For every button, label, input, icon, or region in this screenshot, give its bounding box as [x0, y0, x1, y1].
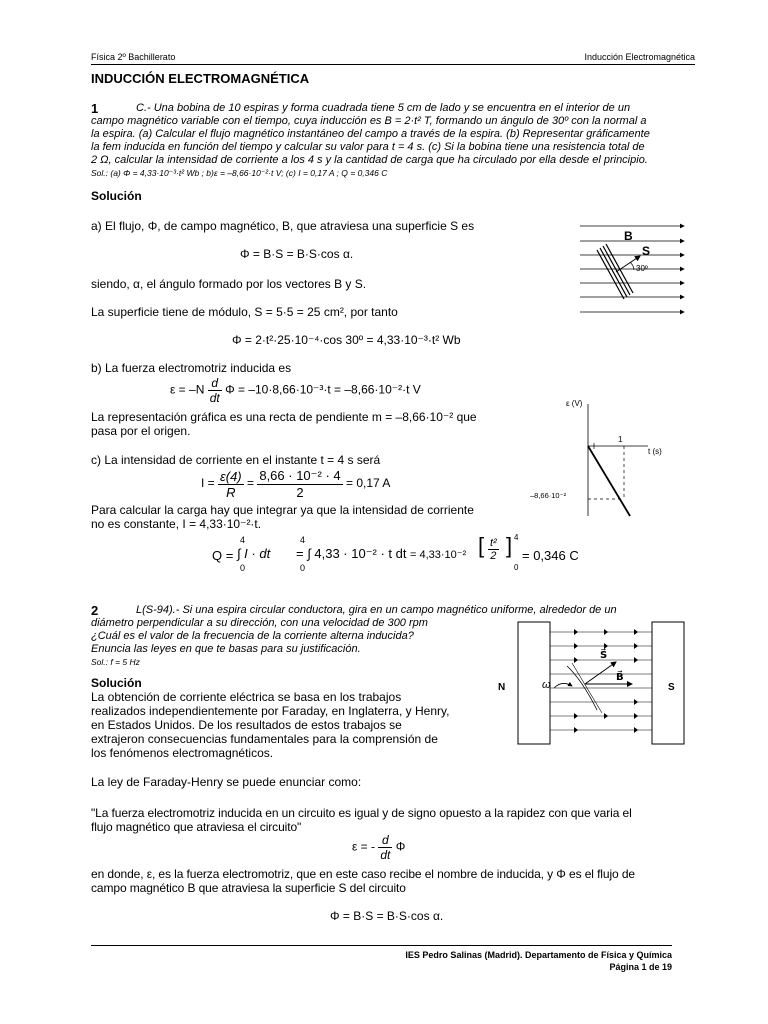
part-b-text: b) La fuerza electromotriz inducida es	[91, 361, 292, 375]
surface-label-S: S	[642, 244, 651, 258]
part-c-text: c) La intensidad de corriente en el instante t = 4 s será	[91, 453, 381, 467]
emf-eq-left: ε = –N	[170, 382, 205, 397]
problem-2-line-4: Enuncia las leyes en que te basas para su justificación.	[91, 643, 361, 655]
graph-tick-label: 1	[618, 435, 623, 444]
problem-1-line-4: la fem inducida en función del tiempo y calcular su valor para t = 4 s. (c) Si la bobina tiene una resistencia total de	[91, 141, 645, 153]
p2-text-3a: en donde, ε, es la fuerza electromotriz, que en este caso recibe el nombre de inducida, y Φ es el flujo de	[91, 867, 635, 881]
charge-eq-Q: Q =	[212, 548, 234, 563]
footer-page-number: Página 1 de 19	[609, 962, 672, 972]
problem-2-line-1: L(S-94).- Si una espira circular conductora, gira en un campo magnético uniforme, alrededor de un	[136, 604, 617, 616]
charge-eq-int2: = ∫ 4,33 · 10⁻² · t dt	[296, 546, 407, 561]
south-label: S	[668, 682, 675, 693]
problem-2-line-2: diámetro perpendicular a su dirección, con una velocidad de 300 rpm	[91, 617, 428, 629]
problem-1-line-2: campo magnético variable con el tiempo, cuya inducción es B = 2·t² T, formando un ángulo de 30º con la normal a	[91, 115, 647, 127]
p2-text-line-1: La obtención de corriente eléctrica se basa en los trabajos	[91, 690, 402, 704]
current-eq-den1: R	[226, 484, 236, 500]
problem-2-text-2: La ley de Faraday-Henry se puede enunciar como:	[91, 775, 362, 789]
graph-y-label: ε (V)	[566, 399, 583, 408]
header-right: Inducción Electromagnética	[584, 52, 695, 62]
problem-2-solution-heading: Solución	[91, 676, 142, 690]
problem-1-statement	[91, 102, 694, 167]
integral-lower-2: 0	[300, 563, 306, 573]
faraday-eq-num: d	[378, 833, 392, 848]
faraday-eq-den: dt	[380, 848, 391, 862]
header-left: Física 2º Bachillerato	[91, 52, 176, 62]
rotation-arrow-icon	[554, 683, 572, 688]
current-eq-num1: ε(4)	[220, 468, 242, 484]
integral-upper-2: 4	[300, 535, 306, 545]
charge-eq-result: = 0,346 C	[522, 548, 579, 563]
flux-equation: Φ = B·S = B·S·cos α.	[330, 909, 444, 923]
problem-1-line-1: C.- Una bobina de 10 espiras y forma cuadrada tiene 5 cm de lado y se encuentra en el interior de un	[136, 102, 631, 114]
current-eq-result: = 0,17 A	[345, 476, 391, 491]
t2-num: t²	[490, 537, 497, 549]
header-divider	[91, 64, 695, 65]
graph-x-label: t (s)	[648, 447, 662, 456]
t2-den: 2	[490, 550, 497, 562]
part-c-equation: I = $\frac{\varepsilon(4)}{R}$ = $\frac{\text{8,66 · 10⁻² · 4}}{2}$ = 0,17 A	[201, 468, 391, 500]
charge-equation	[212, 535, 582, 575]
field-label-B: B	[624, 229, 633, 243]
problem-1-solution-summary: Sol.: (a) Φ = 4,33·10⁻³·t² Wb ; b)ε = –8,66·10⁻²·t V; (c) I = 0,17 A ; Q = 0,346 C	[91, 168, 388, 178]
bracket-left: [	[478, 533, 485, 558]
part-a-equation: Φ = B·S = B·S·cos α.	[240, 247, 354, 261]
emf-time-graph	[530, 396, 670, 520]
part-b-text-2	[91, 410, 521, 438]
part-c-text-2a: Para calcular la carga hay que integrar ya que la intensidad de corriente	[91, 503, 474, 517]
north-label: N	[498, 682, 506, 693]
problem-1-solution-heading: Solución	[91, 189, 142, 203]
bracket-lower: 0	[514, 563, 519, 572]
part-a-text: a) El flujo, Φ, de campo magnético, B, que atraviesa una superficie S es	[91, 219, 475, 233]
footer-institution: IES Pedro Salinas (Madrid). Departamento de Física y Química	[405, 950, 672, 960]
coil-field-diagram	[572, 214, 690, 326]
emf-eq-right: Φ = –10·8,66·10⁻³·t = –8,66·10⁻²·t V	[225, 382, 421, 397]
problem-2-text-1	[91, 690, 484, 760]
part-a-text-2: siendo, α, el ángulo formado por los vectores B y S.	[91, 277, 367, 291]
quote-line-2: flujo magnético que atraviesa el circuito"	[91, 820, 302, 834]
part-b-equation	[170, 376, 421, 405]
emf-eq-num: d	[208, 376, 222, 391]
part-a-text-3: La superficie tiene de módulo, S = 5·5 = 25 cm², por tanto	[91, 305, 398, 319]
part-c-text-2	[91, 503, 521, 531]
page-title: INDUCCIÓN ELECTROMAGNÉTICA	[91, 71, 310, 86]
integral-lower-1: 0	[240, 563, 246, 573]
problem-1-line-3: la espira. (a) Calcular el flujo magnético instantáneo del campo a través de la espira. (b) Representar gráficamente	[91, 128, 650, 140]
current-eq-den2: 2	[296, 485, 304, 500]
faraday-equation	[352, 833, 405, 862]
faraday-eq-right: Φ	[395, 839, 406, 854]
charge-eq-int1: ∫ I · dt	[237, 546, 271, 561]
footer-divider	[91, 945, 672, 946]
emf-eq-den: dt	[209, 391, 220, 405]
part-c-text-2b: no es constante, I = 4,33·10⁻²·t.	[91, 517, 262, 531]
angle-label: 30º	[636, 264, 648, 273]
part-b-text-2a: La representación gráfica es una recta de pendiente m = –8,66·10⁻² que	[91, 410, 477, 424]
current-eq-num2: 8,66 · 10⁻² · 4	[259, 468, 341, 483]
s-vector-label: S⃗	[600, 650, 608, 661]
p2-text-line-5: los fenómenos electromagnéticos.	[91, 746, 274, 760]
current-eq-I: I =	[201, 476, 215, 491]
problem-1-line-5: 2 Ω, calcular la intensidad de corriente a los 4 s y la cantidad de carga que ha circulado por ella desde el principio.	[91, 154, 648, 166]
t2-fraction	[488, 537, 499, 562]
magnet-loop-diagram	[492, 618, 692, 748]
integral-upper-1: 4	[240, 535, 246, 545]
b-vector-label: B⃗	[616, 672, 624, 683]
charge-eq-mid: = 4,33·10⁻²	[410, 549, 467, 561]
bracket-upper: 4	[514, 533, 519, 542]
part-b-text-2b: pasa por el origen.	[91, 424, 191, 438]
p2-text-3b: campo magnético B que atraviesa la superficie S del circuito	[91, 881, 406, 895]
p2-text-line-3: en Estados Unidos. De los resultados de estos trabajos se	[91, 718, 402, 732]
graph-y-value: –8,66·10⁻²	[530, 491, 567, 500]
problem-2-number: 2	[91, 603, 99, 618]
faraday-eq-left: ε = -	[352, 839, 376, 854]
p2-text-line-4: extrajeron consecuencias fundamentales para la comprensión de	[91, 732, 438, 746]
coil-icon	[597, 244, 633, 299]
s-vector-arrow	[585, 662, 616, 684]
problem-1-number: 1	[91, 101, 99, 116]
p2-text-line-2: realizados independientemente por Faraday, en Inglaterra, y Henry,	[91, 704, 450, 718]
part-a-equation-2: Φ = 2·t²·25·10⁻⁴·cos 30º = 4,33·10⁻³·t² Wb	[232, 333, 461, 347]
problem-2-solution-summary: Sol.: f = 5 Hz	[91, 657, 140, 667]
emf-line	[588, 446, 630, 516]
faraday-law-quote	[91, 806, 701, 834]
quote-line-1: "La fuerza electromotriz inducida en un circuito es igual y de signo opuesto a la rapidez con que varia el	[91, 806, 632, 820]
problem-2-text-3	[91, 867, 701, 895]
problem-2-line-3: ¿Cuál es el valor de la frecuencia de la corriente alterna inducida?	[91, 630, 414, 642]
omega-label: ω	[542, 679, 551, 691]
bracket-right: ]	[506, 533, 513, 558]
